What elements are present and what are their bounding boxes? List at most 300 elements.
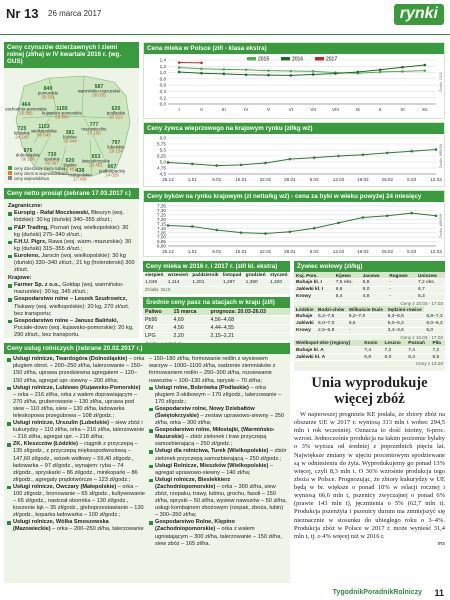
entry-text: Jarocin (woj. wielkopolskie): 30 kg (duński) 330–340 zł/szt.; 21 kg (holenderski) 300 zł/szt.	[14, 252, 135, 274]
service-entry	[149, 448, 287, 462]
milk-table-header: październik	[190, 272, 221, 279]
region-land-price: 25 865	[19, 110, 33, 116]
legend-label: 2016	[292, 56, 304, 63]
y-tick-label: 7,15	[157, 221, 166, 227]
price-entry	[8, 282, 135, 296]
beef-cell: Jałówki kl. A	[294, 354, 362, 361]
services-title: Ceny usług rolniczych (zebrane 20.02.2017 r.)	[4, 343, 290, 354]
y-tick-label: 7,10	[157, 226, 166, 232]
data-point	[289, 158, 292, 161]
piglet-prices-panel	[4, 188, 139, 338]
legend-swatch	[247, 57, 256, 61]
data-point	[337, 155, 340, 158]
data-point	[312, 70, 315, 73]
region-name: pomorskie	[37, 90, 59, 96]
service-provider: Usługi rolnicze, Twardogóra (Dolnośląskie)	[13, 356, 129, 363]
foreign-label: Zagraniczne:	[8, 203, 43, 210]
entry-name: Farmer Sp. z o.o.,	[14, 282, 63, 289]
region-land-price: 53 940	[55, 114, 69, 120]
fuel-cell: 4,69	[172, 316, 209, 324]
y-tick-label: 1,4	[159, 57, 166, 63]
entry-text: Rawa (woj. warm.-mazurskie): 30 kg (duński) 315–355 zł/szt.;	[14, 238, 132, 252]
service-text: – orka – 300 zł/ha, siew zbóż, rzepaku, trawy, łubinu, grochu, fasoli – 150 zł/ha, opryski – 50 zł/ha, wysiew nawozów – 50 zł/ha, usługi kombajnem zbożowym (rzepak, zboża, łubin) – 300–350 zł/ha;	[155, 483, 287, 519]
x-tick-label: V	[266, 107, 271, 113]
beef-cell: -	[387, 293, 416, 300]
service-text: – orka z wałem ugniatającym – 300 zł/ha, talerzowanie – 150 zł/ha, siew zbóż – 165 zł/ha.	[155, 526, 282, 547]
beef-header: Leszno	[383, 340, 407, 347]
data-point	[215, 229, 218, 232]
beef-header: Łódzkie	[294, 306, 316, 313]
y-tick-label: 5,0	[159, 159, 166, 165]
region-land-price: 27 436	[73, 176, 87, 181]
entry-name: P&P Trading,	[14, 224, 51, 231]
beef-header: Poznań	[406, 340, 430, 347]
data-point	[264, 162, 267, 165]
legend-label: ceny dzierżawy ziemi rolnej	[14, 166, 65, 171]
article-body: W najnowszej prognozie KE podała, że zbiory zbóż na obszarze UE w 2017 r. wyniosą 313 mln t wobec 294,5 mln t rok wcześniej. Oznacza to dość istotny, 6-proc. wzrost. Jednocześnie produkcja na takim poziomie byłaby o 3% wyższa od średniej z poprzednich pięciu lat. Największe zmiany w ujęciu procentowym spodziewane są w odniesieniu do żyta. Wyprodukujemy go ponad 13% więcej, czyli 8,3 mln t. O 36% wzrośnie produkcja tego zboża w Polsce. Prognozując, że zbiory kukurydzy w UE będą w br. większe o ponad 10% w relacji rocznej i wyniosą 66,6 mln t, pszenicy zwyczajnej o ponad 6% (prawie 143 mln t), jęczmienia o 5% (62,7 mln t). Produkcja pszenżyta i pszenicy durum ma zmniejszyć się nieznacznie w stosunku do ubiegłego roku o 3–4%. Produkcja zbóż w Polsce w 2017 r. może wynieść 31,4 mln t, tj. o 4% więcej niż w 2016 r.	[294, 410, 445, 540]
beef-header: Konin	[362, 340, 382, 347]
service-provider: Usługi rolnicze, Bieslekkierz (Zachodniopomorskie)	[155, 476, 231, 490]
region-name: śląskie	[63, 162, 77, 168]
region-name: podlaskie	[106, 110, 126, 116]
service-provider: Gospodarstw rolne, Nowy Dziebałtów (Świętokrzyskie)	[155, 405, 255, 419]
y-tick-label: 1,0	[159, 70, 166, 76]
beef-row	[294, 279, 445, 286]
x-tick-label: 5.02	[309, 249, 319, 255]
service-provider: Gospodarstwo Rolne, Klępino (Zachodniopomorskie)	[155, 519, 235, 533]
region-rent: 587	[94, 83, 104, 90]
beef-cell: 6,8–7,3	[424, 313, 445, 320]
region-land-price: 36 166	[21, 156, 35, 162]
service-entry	[7, 484, 145, 519]
page-header	[0, 0, 450, 35]
y-tick-label: 0,4	[159, 89, 166, 95]
beef-header: Wielkopol-skie (regiony)	[294, 340, 362, 347]
services-col-left	[7, 356, 145, 548]
region-name: zachodnio-pomorskie	[5, 106, 47, 112]
region-rent: 1165	[56, 105, 68, 112]
service-provider: Usługi rolne, Bobrówka (Podlaskie)	[155, 384, 251, 391]
x-tick-label: VII	[310, 107, 316, 113]
service-entry	[149, 463, 287, 477]
x-tick-label: VI	[288, 107, 294, 113]
map-title: Ceny czynszów dzierżawnych I ziemi rolnej (zł/ha) w IV kwartale 2016 r. (wg. GUS)	[4, 42, 139, 68]
beef-cell: 7,4	[362, 346, 382, 353]
beef-cell: Buhaje	[294, 313, 316, 320]
y-tick-label: 6,0	[159, 135, 166, 141]
milk-table-header: listopad	[221, 272, 244, 279]
region-land-price: 60 045	[37, 132, 51, 138]
region-rent: 730	[47, 151, 57, 158]
article	[294, 374, 445, 586]
service-entry	[149, 427, 287, 448]
region-land-price: 46 461	[63, 166, 77, 172]
services-col-right	[149, 356, 287, 548]
chart-source: Źródło: MRiRW	[439, 213, 443, 239]
fuel-cell: LPG	[143, 332, 172, 340]
y-tick-label: 0,6	[159, 82, 166, 88]
series-line	[168, 150, 436, 166]
fuel-header-row	[143, 308, 290, 316]
x-tick-label: VIII	[332, 107, 339, 113]
beef-header: Jacewo	[361, 272, 388, 279]
data-point	[267, 70, 270, 73]
milk-price-chart	[144, 54, 444, 116]
price-entry	[8, 225, 135, 239]
data-point	[337, 222, 340, 225]
data-point	[290, 74, 293, 77]
service-entry	[7, 356, 145, 384]
beef-cell: 6,8	[362, 354, 382, 361]
service-entry	[149, 477, 287, 520]
milk-table-header: styczeń	[268, 272, 290, 279]
foreign-list	[8, 210, 135, 274]
x-tick-label: 15.01	[235, 177, 247, 183]
data-point	[191, 225, 194, 228]
beef-header: Bodzi-chów	[316, 306, 347, 313]
data-point	[362, 216, 365, 219]
beef-cell: Jałówki kl. I	[294, 286, 334, 293]
region-rent: 381	[65, 129, 75, 136]
data-point	[313, 227, 316, 230]
y-tick-label: 5,75	[157, 141, 166, 147]
x-tick-label: IX	[355, 107, 361, 113]
x-tick-label: 26.02	[381, 249, 394, 255]
x-tick-label: 5.02	[309, 177, 319, 183]
region-name: świętokrzyskie	[81, 158, 111, 164]
x-tick-label: 8.01	[212, 177, 222, 183]
fuel-cell: Pb95	[143, 316, 172, 324]
beef-cell: 6,8	[361, 279, 388, 286]
beef-cell: Buhaje kl. A	[294, 346, 362, 353]
y-tick-label: 7,05	[157, 230, 166, 236]
y-tick-label: 0,8	[159, 76, 166, 82]
data-point	[178, 61, 181, 64]
beef-table-lodzkie	[294, 306, 445, 335]
legend-label: ceny województwa	[14, 176, 49, 182]
x-tick-label: 1.01	[187, 177, 197, 183]
beef-header: Kuj. Pom.	[294, 272, 334, 279]
x-tick-label: 19.02	[357, 177, 369, 183]
entry-text: Błeszyn (woj. łódzkie): 30 kg (duński) 340–355 zł/szt.;	[14, 210, 125, 224]
beef-cell: 7,2	[430, 346, 445, 353]
pork-chart-panel	[143, 122, 445, 187]
article-title: Unia wyprodukuje więcej zbóż	[311, 375, 428, 407]
y-tick-label: 6,90	[157, 243, 166, 249]
data-point	[424, 70, 427, 73]
legend-label: ceny ziemi w województwach	[14, 171, 69, 177]
beef-cell: 7,2 eks.	[416, 279, 445, 286]
region-rent: 667	[107, 163, 117, 170]
y-tick-label: 6,95	[157, 239, 166, 245]
milk-table-cell: 1,049	[143, 279, 166, 286]
beef-cell: 7,2	[383, 346, 407, 353]
data-point	[167, 224, 170, 227]
piglet-prices-title: Ceny netto prosiąt (zebrane 17.03.2017 r.)	[4, 188, 139, 199]
milk-table-cell: 1,360	[244, 279, 268, 286]
region-name: podkarpackie	[98, 168, 126, 174]
data-point	[200, 68, 203, 71]
x-tick-label: 25.12	[162, 249, 174, 255]
data-point	[200, 72, 203, 75]
x-tick-label: XII	[422, 107, 428, 113]
region-rent: 1153	[38, 123, 50, 130]
service-provider: Usługi rolnicze, Wólka Smoszewska (Mazowieckie)	[13, 519, 109, 533]
issue-number: Nr 13	[6, 6, 39, 21]
service-provider: Usługi rolnicze, Urszulin (Lubelskie)	[13, 420, 111, 427]
beef-cell: 6,6	[334, 286, 361, 293]
service-entry	[149, 519, 287, 547]
data-point	[240, 164, 243, 167]
fuel-cell: ON	[143, 324, 172, 332]
region-land-price: 28 035	[92, 92, 106, 98]
pork-price-chart	[144, 134, 444, 186]
beef-row	[294, 320, 445, 327]
x-tick-label: 1.01	[187, 249, 197, 255]
map-legend	[8, 166, 68, 181]
beef-cell: 6,2–7,0	[347, 313, 386, 320]
milk-table-panel	[143, 261, 290, 294]
beef-header: Piła	[430, 340, 445, 347]
x-tick-label: 12.02	[332, 177, 345, 183]
data-point	[410, 150, 413, 153]
data-point	[191, 163, 194, 166]
bull-chart-panel	[143, 190, 445, 257]
fuel-header: 15 marca	[172, 308, 209, 316]
entry-name: Gospodarstwo rolne – Janusz Baliński,	[14, 317, 119, 324]
beef-cell: 5,5	[347, 320, 386, 327]
map-panel	[4, 42, 139, 184]
region-rent: 438	[75, 167, 85, 174]
issue-date: 26 marca 2017	[48, 9, 102, 18]
entry-name: Gospodarstwo rolne – Leszek Szudrowicz,	[14, 296, 128, 303]
fuel-cell: 2,20	[172, 332, 209, 340]
beef-row	[294, 354, 445, 361]
beef-cell: 4,8	[361, 293, 388, 300]
data-point	[379, 69, 382, 72]
milk-table-title: Ceny mleka w 2016 r. i 2017 r. (zł/l kl. ekstra)	[143, 261, 290, 272]
legend-item	[8, 176, 68, 181]
piglet-prices-body	[4, 199, 139, 339]
price-entry	[8, 210, 135, 224]
beef-cell: 5,4	[334, 293, 361, 300]
beef-cell: 3,4–3,6	[386, 327, 425, 334]
service-text: – orka pługiem obrot. – 200–250 zł/ha, talerzowanie – 150–150 zł/ha, uprawa przedsiewna agregatem – 120–150 zł/ha, agregat upr.-siewny – 200 zł/ha;	[13, 356, 145, 384]
data-point	[264, 232, 267, 235]
region-name: lubelskie	[107, 144, 125, 150]
entry-name: F.H.U. Pigrx,	[14, 238, 49, 245]
bull-chart-title: Ceny byków na rynku krajowym (zł netto/kg wż) - cena za byki w wieku powyżej 24 miesięcy	[144, 191, 444, 202]
service-entry	[149, 406, 287, 427]
x-tick-label: 12.03	[430, 177, 442, 183]
beef-header: Wilkuście Duże	[347, 306, 386, 313]
service-entry	[149, 356, 275, 383]
footer	[0, 588, 450, 600]
service-entry	[7, 385, 145, 420]
fuel-cell: 4,56	[172, 324, 209, 332]
fuel-cell: 4,44–4,55	[209, 324, 290, 332]
y-tick-label: 5,5	[159, 147, 166, 153]
data-point	[245, 69, 248, 72]
region-land-price: 24 028	[105, 172, 119, 178]
region-rent: 725	[17, 125, 27, 132]
x-tick-label: X	[378, 107, 382, 113]
section-logo: rynki	[394, 4, 444, 25]
fuel-header: Paliwo	[143, 308, 172, 316]
service-provider: Usługi dla rolnictwa, Turek (Wielkopolskie)	[155, 448, 270, 455]
data-point	[362, 154, 365, 157]
region-land-price: 37 913	[109, 114, 123, 120]
region-name: małopolskie	[68, 172, 92, 178]
services-panel	[4, 343, 290, 583]
price-entry	[8, 296, 135, 317]
data-point	[167, 161, 170, 164]
region-rent: 876	[23, 147, 33, 154]
data-point	[435, 215, 438, 218]
milk-table-source: Źródło: GUS	[145, 286, 171, 292]
page-number: 11	[434, 588, 444, 598]
beef-header: Sędzimi-rowice	[386, 306, 425, 313]
beef-header-row	[294, 340, 445, 347]
x-tick-label: 25.12	[162, 177, 174, 183]
y-tick-label: 7,35	[157, 203, 166, 209]
service-provider: ZK, Kleszczów (Łódzkie)	[13, 441, 80, 448]
service-text: – zbiór zielonek przyczepą samozbierającą – 250 zł/godz.;	[155, 448, 287, 462]
chart-source: Źródło: MRiRW	[439, 143, 443, 169]
data-point	[215, 165, 218, 168]
entry-text: Poznań (woj. wielkopolskie): 30 kg (duński) 275–340 zł/szt.;	[14, 224, 129, 238]
beef-cell: 6,4	[406, 354, 430, 361]
region-rent: 464	[21, 101, 31, 108]
region-land-price: 37 150	[87, 130, 101, 136]
beef-cell: 5,0	[424, 327, 445, 334]
beef-row	[294, 286, 445, 293]
region-name: warmińsko-mazurskie	[77, 88, 121, 94]
fuel-prices-title: Średnie ceny pasz na stacjach w kraju (zł/l)	[143, 297, 290, 308]
service-provider: Usługi rolnicze, Lubiewo (Kujawsko-Pomorskie)	[13, 384, 141, 391]
beef-cell: Krowy	[294, 293, 334, 300]
fuel-header: prognoza: 20.03-26.03	[209, 308, 290, 316]
service-text: – agregat uprawowo-siewny – 140 zł/ha;	[155, 462, 274, 476]
services-columns	[4, 354, 290, 550]
service-text: – ciągnik z przyczepą – 135 zł/godz., z przyczepą mięksopodwoziową – 147,60 zł/godz., wózek widłowy – 59,40 zł/godz., ładowarka – 97 zł/godz., wynajem: ryba – 74 zł/godz., spryskarki – 86 zł/godz., minikoparki – 86 zł/godz., agregaty prądotwórcze – 123 zł/godz.;	[13, 441, 138, 483]
region-land-price: 35 501	[41, 94, 55, 100]
y-tick-label: 7,30	[157, 208, 166, 214]
beef-cell: 6,0	[383, 354, 407, 361]
pork-chart-title: Ceny żywca wieprzowego na krajowym rynku (zł/kg wż)	[144, 123, 444, 134]
beef-cell: 2,5–5,8	[316, 327, 347, 334]
article-signature: ms	[437, 540, 445, 547]
fuel-cell: 4,56–4,68	[209, 316, 290, 324]
y-tick-label: 7,20	[157, 217, 166, 223]
beef-header: Uniszew	[416, 272, 445, 279]
data-point	[178, 66, 181, 69]
service-entry	[149, 385, 287, 406]
data-point	[410, 212, 413, 215]
region-land-price: 23 451	[89, 162, 103, 168]
x-tick-label: 22.01	[259, 249, 272, 255]
series-line	[168, 213, 436, 233]
x-tick-label: I	[178, 107, 180, 113]
data-point	[312, 73, 315, 76]
data-point	[401, 70, 404, 73]
data-point	[290, 70, 293, 73]
milk-table-header: wrzesień	[166, 272, 191, 279]
entry-name: Euroleno,	[14, 252, 42, 259]
data-point	[223, 73, 226, 76]
legend-label: 2015	[258, 56, 270, 63]
domestic-list	[8, 282, 135, 339]
beef-header-row	[294, 306, 445, 313]
legend-swatch	[315, 57, 324, 61]
service-provider: Gospodarstwo rolne, Miłostajki, (Warmińsko-Mazurskie)	[155, 427, 275, 441]
data-point	[357, 71, 360, 74]
x-tick-label: 29.01	[284, 249, 296, 255]
beef-table-wielkopolskie-source: Ceny z 13.03	[415, 361, 443, 367]
beef-cell: 6,5	[430, 354, 445, 361]
region-land-price: 35 444	[63, 138, 77, 144]
region-rent: 777	[89, 121, 99, 128]
x-tick-label: 5.03	[407, 177, 417, 183]
service-text: – orka – 216 zł/ha, orka z wałem doprawiającym – 270 zł/ha, gruberowanie – 130 zł/ha, uprawa pod siew – 110 zł/ha, siew – 130 zł/ha, ładowarka teleskopowa przegubowa – 108 zł/godz.;	[13, 391, 138, 419]
data-point	[386, 152, 389, 155]
service-text: – orka – 100 zł/godz., bronowanie – 65 zł/godz., kultywowanie – 65 zł/godz., nastrzał obornika – 130 zł/godz., koszenie łąk – 35 zł/godz., gleboprzestawianie – 130 zł/godz., koparka ładowarka – 100 zł/godz.;	[13, 483, 145, 519]
y-tick-label: 7,25	[157, 212, 166, 218]
entry-text: Pociałe-dowo (woj. kujawsko-pomorskie): 20 kg, 290 zł/szt., bez transportu.	[14, 324, 134, 338]
milk-table-header: sierpień	[143, 272, 166, 279]
service-entry	[7, 441, 145, 484]
beef-header-row	[294, 272, 445, 279]
x-tick-label: 12.02	[332, 249, 345, 255]
region-name: lubuskie	[13, 130, 31, 136]
beef-cell: 6,3–6,5	[386, 313, 425, 320]
milk-table-header: grudzień	[244, 272, 268, 279]
price-entry	[8, 253, 135, 274]
x-tick-label: 19.02	[357, 249, 369, 255]
region-rent: 620	[111, 105, 121, 112]
data-point	[334, 72, 337, 75]
beef-cell: -	[347, 327, 386, 334]
price-entry	[8, 318, 135, 339]
region-name: opolskie	[43, 156, 61, 162]
beef-table-wielkopolskie	[294, 340, 445, 362]
beef-cell: 7,4	[406, 346, 430, 353]
region-land-price: 42 067	[45, 160, 59, 166]
milk-table-cell: 1,114	[166, 279, 191, 286]
milk-chart-panel	[143, 42, 445, 119]
beef-row	[294, 327, 445, 334]
fuel-cell: 2,15–2,21	[209, 332, 290, 340]
y-tick-label: 5,25	[157, 153, 166, 159]
entry-text: Gołdap (woj. warmińsko-mazurskie): 30 kg, 345 zł/szt.;	[14, 282, 124, 296]
chart-source: Źródło: GUS	[439, 72, 443, 93]
beef-cell: 6,7	[416, 286, 445, 293]
beef-cell: 6,0–7,0	[316, 320, 347, 327]
x-tick-label: 12.03	[430, 249, 442, 255]
fuel-prices-panel	[143, 297, 290, 341]
service-provider: Usługi rolnicze, Owczary (Małopolskie)	[13, 483, 118, 490]
beef-cell: Krowy	[294, 327, 316, 334]
beef-cell: -	[387, 279, 416, 286]
service-text: – zbiór zielonek i traw przyczepą samozbierającą – 250 zł/godz.;	[155, 434, 267, 448]
data-point	[200, 62, 203, 65]
footer-brand: TygodnikPoradnikRolniczy	[332, 589, 422, 596]
service-entry	[7, 420, 145, 441]
data-point	[289, 231, 292, 234]
region-rent: 797	[111, 139, 121, 146]
y-tick-label: 1,2	[159, 64, 166, 70]
beef-cattle-title: Żywiec wołowy (zł/kg)	[294, 261, 445, 272]
